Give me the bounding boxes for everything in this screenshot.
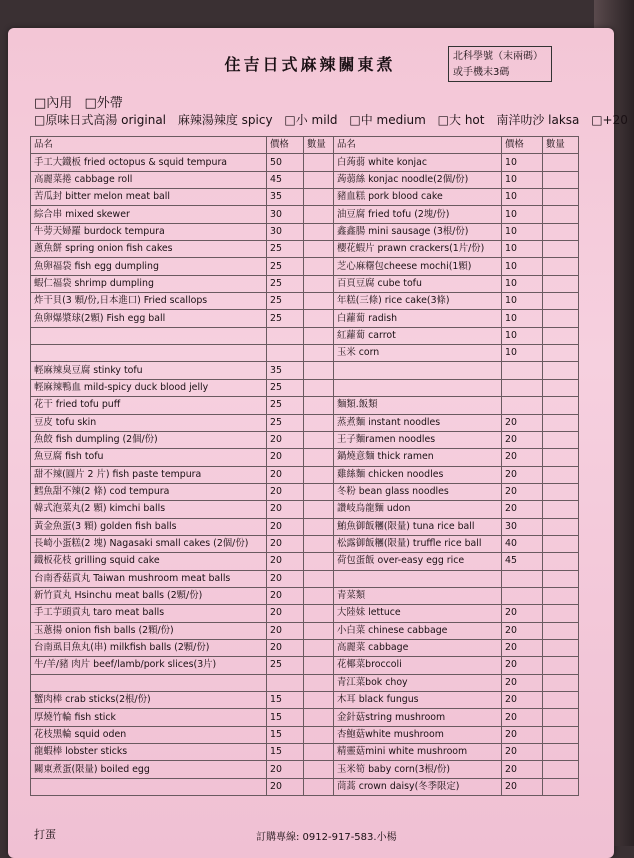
item-price-left: 20: [267, 535, 304, 552]
item-price-right: 10: [502, 275, 543, 292]
item-price-left: 15: [267, 692, 304, 709]
table-row: [31, 518, 579, 535]
item-name-right: 芝心麻糬包cheese mochi(1顆): [334, 258, 502, 275]
quantity-cell-left[interactable]: [304, 744, 334, 761]
quantity-cell-right[interactable]: [543, 483, 579, 500]
quantity-cell-left[interactable]: [304, 709, 334, 726]
table-row: [31, 241, 579, 258]
item-price-left: 25: [267, 258, 304, 275]
header-qty-right: 數量: [543, 137, 579, 154]
item-price-left: 20: [267, 501, 304, 518]
item-price-right: [502, 379, 543, 396]
item-name-right: 荷包蛋飯 over-easy egg rice: [334, 553, 502, 570]
table-row: [31, 744, 579, 761]
header-name-right: 品名: [334, 137, 502, 154]
item-name-left: 牛蒡天婦羅 burdock tempura: [31, 223, 267, 240]
item-name-left: 台南香菇貢丸 Taiwan mushroom meat balls: [31, 570, 267, 587]
quantity-cell-left[interactable]: [304, 570, 334, 587]
quantity-cell-left[interactable]: [304, 362, 334, 379]
quantity-cell-right[interactable]: [543, 761, 579, 778]
item-name-left: 玉蔥揚 onion fish balls (2顆/份): [31, 622, 267, 639]
table-row: [31, 483, 579, 500]
item-price-left: 45: [267, 171, 304, 188]
quantity-cell-right[interactable]: [543, 692, 579, 709]
item-name-right: 油豆腐 fried tofu (2塊/份): [334, 206, 502, 223]
quantity-cell-right[interactable]: [543, 189, 579, 206]
quantity-cell-right[interactable]: [543, 553, 579, 570]
item-name-left: 新竹貢丸 Hsinchu meat balls (2顆/份): [31, 587, 267, 604]
quantity-cell-right[interactable]: [543, 241, 579, 258]
item-price-right: 20: [502, 726, 543, 743]
menu-table: [30, 136, 579, 796]
item-name-left: 黃金魚蛋(3 顆) golden fish balls: [31, 518, 267, 535]
item-name-right: 高麗菜 cabbage: [334, 639, 502, 656]
item-name-right: [334, 379, 502, 396]
item-name-right: 讚岐烏龍麵 udon: [334, 501, 502, 518]
item-price-right: 20: [502, 622, 543, 639]
item-price-left: 20: [267, 570, 304, 587]
quantity-cell-left[interactable]: [304, 275, 334, 292]
table-row: [31, 553, 579, 570]
table-row: [31, 726, 579, 743]
item-price-right: 20: [502, 639, 543, 656]
table-row: [31, 327, 579, 344]
quantity-cell-right[interactable]: [543, 622, 579, 639]
item-name-left: 長崎小蛋糕(2 塊) Nagasaki small cakes (2個/份): [31, 535, 267, 552]
item-price-left: [267, 674, 304, 691]
table-row: [31, 310, 579, 327]
item-price-right: 20: [502, 744, 543, 761]
item-name-right: 鍋燒意麵 thick ramen: [334, 449, 502, 466]
item-price-left: 20: [267, 605, 304, 622]
item-name-right: [334, 362, 502, 379]
laksa-label: 南洋叻沙 laksa: [496, 113, 580, 127]
item-price-right: [502, 397, 543, 414]
quantity-cell-left[interactable]: [304, 241, 334, 258]
table-row: [31, 154, 579, 171]
quantity-cell-right[interactable]: [543, 397, 579, 414]
quantity-cell-left[interactable]: [304, 692, 334, 709]
item-price-left: 35: [267, 189, 304, 206]
item-name-left: [31, 327, 267, 344]
soup-original-checkbox[interactable]: □原味日式高湯 original: [34, 113, 167, 127]
item-name-left: 台南虱目魚丸(串) milkfish balls (2顆/份): [31, 639, 267, 656]
item-price-left: 20: [267, 431, 304, 448]
menu-title: 住吉日式麻辣關東煮: [224, 55, 396, 74]
quantity-cell-left[interactable]: [304, 778, 334, 795]
item-price-left: 25: [267, 379, 304, 396]
quantity-cell-right[interactable]: [543, 674, 579, 691]
quantity-cell-left[interactable]: [304, 189, 334, 206]
item-name-left: 蔥魚餅 spring onion fish cakes: [31, 241, 267, 258]
item-name-right: 小白菜 chinese cabbage: [334, 622, 502, 639]
item-price-right: 20: [502, 483, 543, 500]
item-price-right: [502, 362, 543, 379]
item-price-left: 25: [267, 241, 304, 258]
item-name-right: 茼蒿 crown daisy(冬季限定): [334, 778, 502, 795]
quantity-cell-left[interactable]: [304, 223, 334, 240]
spicy-label: 麻辣湯辣度 spicy: [177, 113, 273, 127]
item-name-right: 大陸妹 lettuce: [334, 605, 502, 622]
item-price-left: 20: [267, 553, 304, 570]
item-price-right: 20: [502, 761, 543, 778]
item-price-right: 45: [502, 553, 543, 570]
item-price-left: 20: [267, 587, 304, 604]
quantity-cell-right[interactable]: [543, 223, 579, 240]
item-price-left: 25: [267, 310, 304, 327]
header-price-right: 價格: [502, 137, 543, 154]
item-price-right: 20: [502, 674, 543, 691]
quantity-cell-left[interactable]: [304, 657, 334, 674]
item-price-right: 20: [502, 709, 543, 726]
item-price-right: 10: [502, 310, 543, 327]
item-name-right: 紅蘿蔔 carrot: [334, 327, 502, 344]
item-price-left: 25: [267, 414, 304, 431]
item-name-right: 白蒟蒻 white konjac: [334, 154, 502, 171]
table-row: [31, 692, 579, 709]
item-name-left: 龍蝦棒 lobster sticks: [31, 744, 267, 761]
item-price-left: 30: [267, 223, 304, 240]
item-price-left: 50: [267, 154, 304, 171]
quantity-cell-right[interactable]: [543, 501, 579, 518]
item-name-left: 花干 fried tofu puff: [31, 397, 267, 414]
item-name-left: 炸干貝(3 顆/份,日本進口) Fried scallops: [31, 293, 267, 310]
item-price-left: 25: [267, 657, 304, 674]
item-name-left: [31, 778, 267, 795]
item-price-left: 25: [267, 397, 304, 414]
quantity-cell-right[interactable]: [543, 431, 579, 448]
item-price-right: 20: [502, 449, 543, 466]
item-price-right: 10: [502, 293, 543, 310]
quantity-cell-left[interactable]: [304, 553, 334, 570]
item-name-left: 魚卵爆漿球(2顆) Fish egg ball: [31, 310, 267, 327]
item-price-right: [502, 570, 543, 587]
item-price-right: 20: [502, 414, 543, 431]
item-price-left: 15: [267, 726, 304, 743]
item-price-left: 30: [267, 206, 304, 223]
item-price-right: 10: [502, 171, 543, 188]
table-row: [31, 345, 579, 362]
item-price-left: [267, 345, 304, 362]
quantity-cell-right[interactable]: [543, 327, 579, 344]
item-name-left: 豆皮 tofu skin: [31, 414, 267, 431]
table-row: [31, 657, 579, 674]
quantity-cell-right[interactable]: [543, 449, 579, 466]
quantity-cell-right[interactable]: [543, 466, 579, 483]
quantity-cell-left[interactable]: [304, 154, 334, 171]
item-price-right: 20: [502, 466, 543, 483]
item-price-right: 20: [502, 605, 543, 622]
item-price-left: 20: [267, 622, 304, 639]
quantity-cell-left[interactable]: [304, 639, 334, 656]
item-name-left: 高麗菜捲 cabbage roll: [31, 171, 267, 188]
quantity-cell-right[interactable]: [543, 275, 579, 292]
table-row: [31, 501, 579, 518]
note-line-1: 北科學號（末兩碼）: [453, 51, 543, 62]
table-row: [31, 431, 579, 448]
table-row: [31, 275, 579, 292]
quantity-cell-left[interactable]: [304, 483, 334, 500]
item-price-left: 20: [267, 449, 304, 466]
item-price-left: 20: [267, 466, 304, 483]
quantity-cell-left[interactable]: [304, 379, 334, 396]
item-price-right: 20: [502, 692, 543, 709]
item-name-right: 杏鮑菇white mushroom: [334, 726, 502, 743]
item-name-right: 冬粉 bean glass noodles: [334, 483, 502, 500]
item-name-left: 牛/羊/豬 肉片 beef/lamb/pork slices(3片): [31, 657, 267, 674]
item-name-left: 手工大鐵板 fried octopus & squid tempura: [31, 154, 267, 171]
quantity-cell-right[interactable]: [543, 744, 579, 761]
item-price-left: [267, 327, 304, 344]
item-name-right: 玉米 corn: [334, 345, 502, 362]
item-name-left: 輕麻辣臭豆腐 stinky tofu: [31, 362, 267, 379]
item-name-right: 白蘿蔔 radish: [334, 310, 502, 327]
quantity-cell-left[interactable]: [304, 726, 334, 743]
table-row: [31, 639, 579, 656]
item-price-right: 10: [502, 154, 543, 171]
item-name-right: 豬血糕 pork blood cake: [334, 189, 502, 206]
quantity-cell-right[interactable]: [543, 587, 579, 604]
quantity-cell-right[interactable]: [543, 154, 579, 171]
table-row: [31, 761, 579, 778]
item-price-right: 10: [502, 189, 543, 206]
table-row: [31, 362, 579, 379]
quantity-cell-right[interactable]: [543, 535, 579, 552]
item-name-right: 青菜類: [334, 587, 502, 604]
quantity-cell-left[interactable]: [304, 397, 334, 414]
quantity-cell-right[interactable]: [543, 362, 579, 379]
quantity-cell-left[interactable]: [304, 345, 334, 362]
quantity-cell-left[interactable]: [304, 674, 334, 691]
item-name-left: 鱈魚甜不辣(2 條) cod tempura: [31, 483, 267, 500]
dine-in-checkbox[interactable]: □內用: [34, 96, 73, 111]
quantity-cell-right[interactable]: [543, 414, 579, 431]
table-row: [31, 258, 579, 275]
quantity-cell-left[interactable]: [304, 622, 334, 639]
item-name-right: 雞絲麵 chicken noodles: [334, 466, 502, 483]
quantity-cell-right[interactable]: [543, 605, 579, 622]
quantity-cell-right[interactable]: [543, 657, 579, 674]
table-row: [31, 778, 579, 795]
quantity-cell-right[interactable]: [543, 258, 579, 275]
item-name-right: 木耳 black fungus: [334, 692, 502, 709]
item-name-right: 年糕(三條) rice cake(3條): [334, 293, 502, 310]
quantity-cell-left[interactable]: [304, 431, 334, 448]
item-name-left: 輕麻辣鴨血 mild-spicy duck blood jelly: [31, 379, 267, 396]
item-name-right: 金針菇string mushroom: [334, 709, 502, 726]
header-price-left: 價格: [267, 137, 304, 154]
item-price-left: 15: [267, 744, 304, 761]
item-name-right: 蒸煮麵 instant noodles: [334, 414, 502, 431]
table-row: [31, 414, 579, 431]
item-price-left: 25: [267, 293, 304, 310]
quantity-cell-left[interactable]: [304, 501, 334, 518]
item-name-right: 鮪魚御飯糰(限量) tuna rice ball: [334, 518, 502, 535]
item-name-right: 青江菜bok choy: [334, 674, 502, 691]
table-row: [31, 397, 579, 414]
item-name-left: 甜不辣(圓片 2 片) fish paste tempura: [31, 466, 267, 483]
item-name-right: 櫻花蝦片 prawn crackers(1片/份): [334, 241, 502, 258]
spicy-mild-checkbox[interactable]: □小 mild: [284, 113, 338, 127]
table-row: [31, 535, 579, 552]
item-price-right: 10: [502, 345, 543, 362]
item-name-left: 厚燒竹輪 fish stick: [31, 709, 267, 726]
dine-options: [34, 92, 131, 111]
item-name-right: 王子麵ramen noodles: [334, 431, 502, 448]
quantity-cell-right[interactable]: [543, 778, 579, 795]
item-name-left: 花枝黑輪 squid oden: [31, 726, 267, 743]
quantity-cell-left[interactable]: [304, 605, 334, 622]
quantity-cell-left[interactable]: [304, 310, 334, 327]
item-name-left: 手工芋頭貢丸 taro meat balls: [31, 605, 267, 622]
table-header-row: [31, 137, 579, 154]
quantity-cell-left[interactable]: [304, 587, 334, 604]
item-price-right: 20: [502, 501, 543, 518]
item-price-right: 20: [502, 657, 543, 674]
item-price-right: 20: [502, 431, 543, 448]
table-row: [31, 466, 579, 483]
item-name-left: 蟹肉棒 crab sticks(2根/份): [31, 692, 267, 709]
egg-item-label: 打蛋: [34, 828, 56, 841]
item-name-left: 關東煮蛋(限量) boiled egg: [31, 761, 267, 778]
item-name-left: 綜合串 mixed skewer: [31, 206, 267, 223]
quantity-cell-right[interactable]: [543, 709, 579, 726]
item-name-left: [31, 674, 267, 691]
table-row: [31, 587, 579, 604]
table-row: [31, 223, 579, 240]
quantity-cell-right[interactable]: [543, 293, 579, 310]
item-name-left: 魚豆腐 fish tofu: [31, 449, 267, 466]
item-name-left: [31, 345, 267, 362]
quantity-cell-left[interactable]: [304, 171, 334, 188]
header-name-left: 品名: [31, 137, 267, 154]
item-name-right: 麵類.飯類: [334, 397, 502, 414]
header-qty-left: 數量: [304, 137, 334, 154]
quantity-cell-right[interactable]: [543, 310, 579, 327]
student-id-note-box: [448, 46, 552, 82]
table-row: [31, 605, 579, 622]
laksa-addon-checkbox[interactable]: □+20: [591, 113, 628, 127]
item-price-right: 10: [502, 258, 543, 275]
item-name-left: 魚卵福袋 fish egg dumpling: [31, 258, 267, 275]
item-name-right: [334, 570, 502, 587]
item-name-left: 韓式泡菜丸(2 顆) kimchi balls: [31, 501, 267, 518]
quantity-cell-left[interactable]: [304, 535, 334, 552]
item-price-right: 10: [502, 241, 543, 258]
item-price-right: 10: [502, 223, 543, 240]
item-price-right: 10: [502, 206, 543, 223]
item-price-left: 20: [267, 761, 304, 778]
table-row: [31, 709, 579, 726]
item-price-left: 25: [267, 275, 304, 292]
table-row: [31, 570, 579, 587]
spicy-hot-checkbox[interactable]: □大 hot: [437, 113, 485, 127]
spicy-medium-checkbox[interactable]: □中 medium: [349, 113, 426, 127]
table-row: [31, 622, 579, 639]
quantity-cell-right[interactable]: [543, 171, 579, 188]
quantity-cell-right[interactable]: [543, 639, 579, 656]
quantity-cell-left[interactable]: [304, 449, 334, 466]
quantity-cell-left[interactable]: [304, 518, 334, 535]
item-price-right: 40: [502, 535, 543, 552]
takeout-checkbox[interactable]: □外帶: [84, 96, 123, 111]
item-price-left: 20: [267, 639, 304, 656]
table-row: [31, 189, 579, 206]
item-name-left: 鐵板花枝 grilling squid cake: [31, 553, 267, 570]
quantity-cell-right[interactable]: [543, 570, 579, 587]
quantity-cell-right[interactable]: [543, 206, 579, 223]
item-name-right: 松露御飯糰(限量) truffle rice ball: [334, 535, 502, 552]
table-row: [31, 379, 579, 396]
table-row: [31, 674, 579, 691]
item-name-right: 花椰菜broccoli: [334, 657, 502, 674]
quantity-cell-left[interactable]: [304, 327, 334, 344]
item-price-left: 35: [267, 362, 304, 379]
quantity-cell-right[interactable]: [543, 518, 579, 535]
item-name-right: 玉米筍 baby corn(3根/份): [334, 761, 502, 778]
item-name-right: 百頁豆腐 cube tofu: [334, 275, 502, 292]
item-name-left: 蝦仁福袋 shrimp dumpling: [31, 275, 267, 292]
item-name-left: 苦瓜封 bitter melon meat ball: [31, 189, 267, 206]
item-price-left: 20: [267, 778, 304, 795]
table-row: [31, 449, 579, 466]
quantity-cell-left[interactable]: [304, 466, 334, 483]
item-price-right: [502, 587, 543, 604]
quantity-cell-right[interactable]: [543, 379, 579, 396]
quantity-cell-right[interactable]: [543, 726, 579, 743]
item-name-left: 魚餃 fish dumpling (2個/份): [31, 431, 267, 448]
item-price-left: 20: [267, 483, 304, 500]
quantity-cell-left[interactable]: [304, 761, 334, 778]
note-line-2: 或手機末3碼: [453, 67, 510, 78]
quantity-cell-left[interactable]: [304, 258, 334, 275]
item-price-right: 10: [502, 327, 543, 344]
quantity-cell-right[interactable]: [543, 345, 579, 362]
quantity-cell-left[interactable]: [304, 293, 334, 310]
item-price-left: 15: [267, 709, 304, 726]
quantity-cell-left[interactable]: [304, 414, 334, 431]
item-price-left: 20: [267, 518, 304, 535]
item-name-right: 蒟蒻絲 konjac noodle(2個/份): [334, 171, 502, 188]
soup-options: [34, 111, 634, 128]
table-row: [31, 206, 579, 223]
quantity-cell-left[interactable]: [304, 206, 334, 223]
table-row: [31, 293, 579, 310]
item-price-right: 30: [502, 518, 543, 535]
item-price-right: 20: [502, 778, 543, 795]
item-name-right: 鑫鑫腸 mini sausage (3根/份): [334, 223, 502, 240]
table-row: [31, 171, 579, 188]
item-name-right: 精靈菇mini white mushroom: [334, 744, 502, 761]
order-phone: 訂購專線: 0912-917-583.小楊: [256, 832, 397, 843]
